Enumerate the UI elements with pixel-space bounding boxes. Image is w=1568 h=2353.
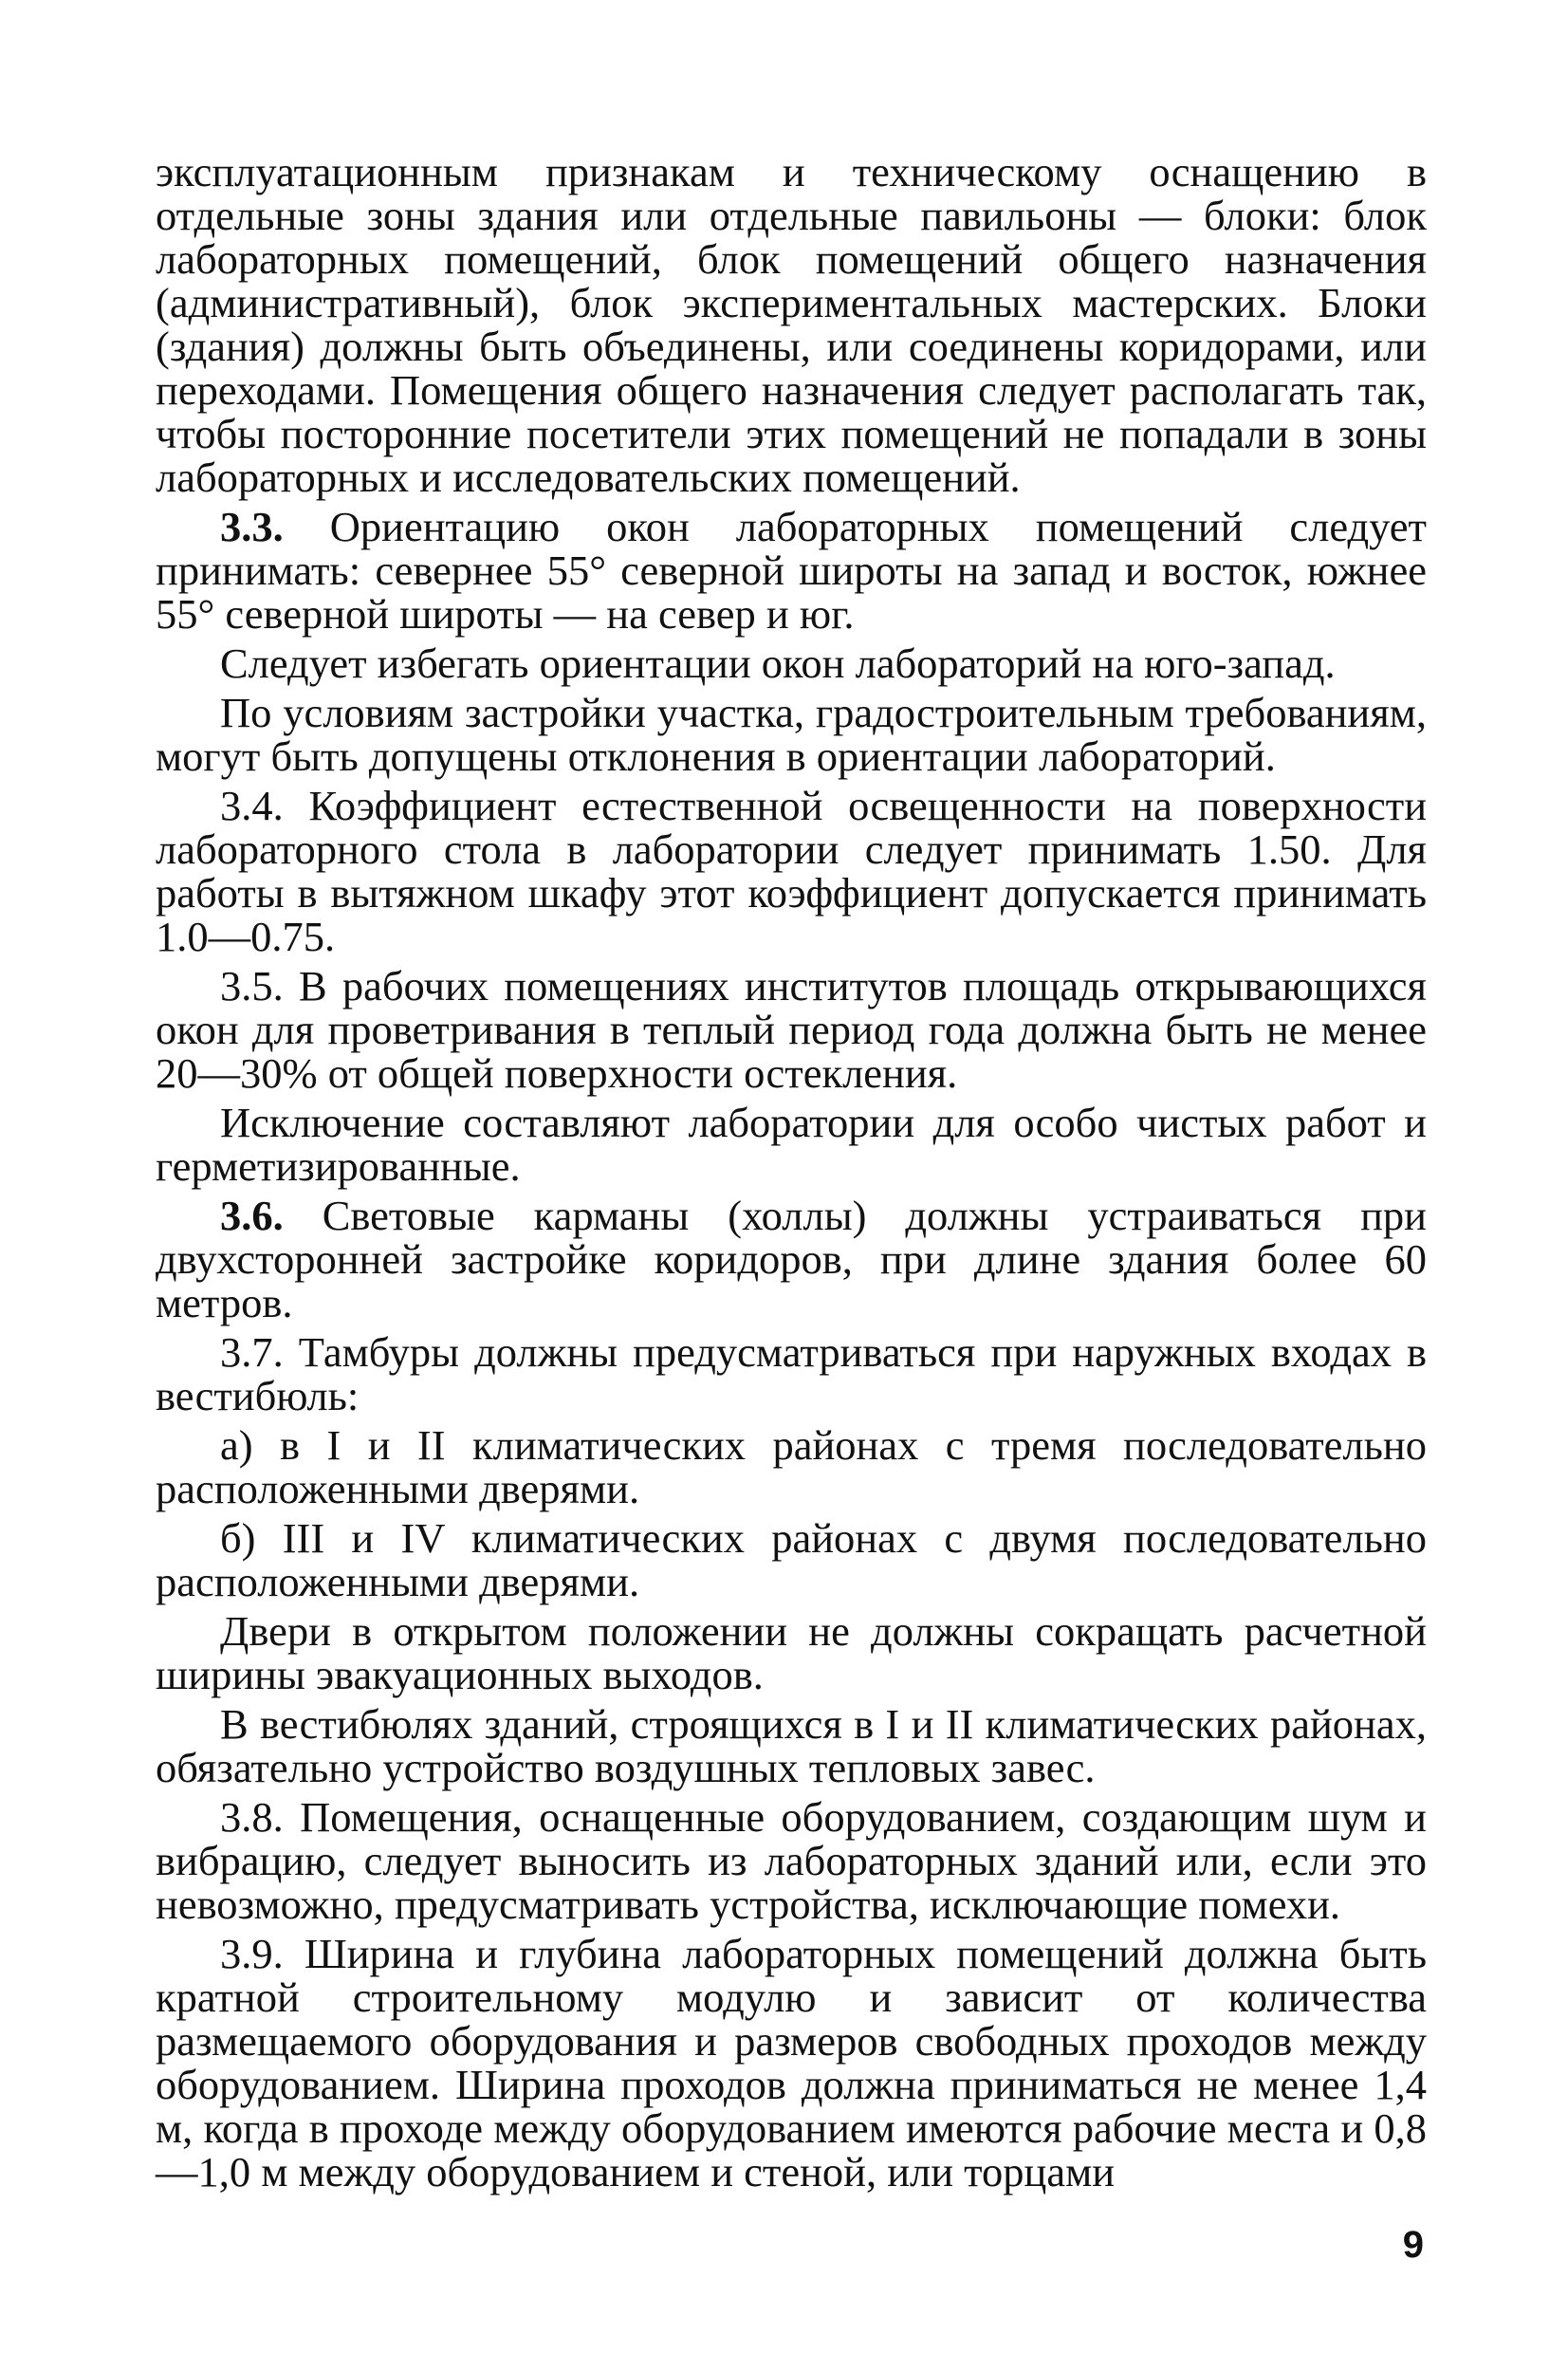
paragraph-text: Помещения, оснащенные оборудованием, создающим шум и вибрацию, следует выносить из лабораторных зданий или, если это невозможно, предусматривать устройства, исключающие помехи. xyxy=(156,1793,1428,1928)
paragraph-text: По условиям застройки участка, градостроительным требованиям, могут быть допущены отклонения в ориентации лабораторий. xyxy=(156,689,1427,780)
paragraph-exception xyxy=(156,1101,1427,1188)
paragraph-text: Следует избегать ориентации окон лабораторий на юго-запад. xyxy=(220,639,1336,687)
clause-number: 3.6. xyxy=(220,1192,284,1239)
paragraph-text: Тамбуры должны предусматриваться при наружных входах в вестибюль: xyxy=(156,1328,1428,1419)
paragraph-text: б) III и IV климатических районах с двумя последовательно расположенными дверями. xyxy=(156,1514,1427,1605)
paragraph-text: Ориентацию окон лабораторных помещений следует принимать: севернее 55° северной широты на запад и восток, южнее 55° северной широты — на север и юг. xyxy=(156,503,1428,638)
paragraph-text: эксплуатационным признакам и техническому оснащению в отдельные зоны здания или отдельные павильоны — блоки: блок лабораторных помещений, блок помещений общего назначения (административный), блок экспериментальных мастерских. Блоки (здания) должны быть объединены, или соединены коридорами, или переходами. Помещения общего назначения следует располагать так, чтобы посторонние посетители этих помещений не попадали в зоны лабораторных и исследовательских помещений. xyxy=(156,148,1427,501)
paragraph-3-7 xyxy=(156,1330,1427,1417)
paragraph-item-b xyxy=(156,1516,1427,1603)
clause-number: 3.5. xyxy=(220,962,284,1010)
clause-number: 3.8. xyxy=(220,1793,284,1841)
paragraph-orientation-deviation xyxy=(156,691,1427,778)
paragraph-doors xyxy=(156,1609,1427,1696)
paragraph-vestibule xyxy=(156,1702,1427,1789)
paragraph-text: Исключение составляют лаборатории для особо чистых работ и герметизированные. xyxy=(156,1099,1427,1190)
clause-number: 3.3. xyxy=(220,503,284,550)
paragraph-text: Световые карманы (холлы) должны устраиваться при двухсторонней застройке коридоров, при длине здания более 60 метров. xyxy=(156,1192,1428,1326)
paragraph-3-5 xyxy=(156,964,1427,1095)
paragraph-3-8 xyxy=(156,1795,1427,1926)
paragraph-text: В рабочих помещениях институтов площадь открывающихся окон для проветривания в теплый период года должна быть не менее 20—30% от общей поверхности остекления. xyxy=(156,962,1427,1097)
page-number: 9 xyxy=(1402,2224,1424,2266)
clause-number: 3.9. xyxy=(220,1930,284,1977)
paragraph-3-3 xyxy=(156,505,1427,636)
paragraph-text: а) в I и II климатических районах с тремя последовательно расположенными дверями. xyxy=(156,1421,1427,1512)
document-page xyxy=(156,150,1427,2199)
paragraph-text: Коэффициент естественной освещенности на поверхности лабораторного стола в лаборатории следует принимать 1.50. Для работы в вытяжном шкафу этот коэффициент допускается принимать 1.0—0.75. xyxy=(156,782,1428,960)
clause-number: 3.7. xyxy=(220,1328,284,1376)
clause-number: 3.4. xyxy=(220,782,284,829)
paragraph-text: В вестибюлях зданий, строящихся в I и II климатических районах, обязательно устройство воздушных тепловых завес. xyxy=(156,1700,1427,1791)
paragraph-text: Ширина и глубина лабораторных помещений должна быть кратной строительному модулю и зависит от количества размещаемого оборудования и размеров свободных проходов между оборудованием. Ширина проходов должна приниматься не менее 1,4 м, когда в проходе между оборудованием имеются рабочие места и 0,8—1,0 м между оборудованием и стеной, или торцами xyxy=(156,1930,1428,2196)
paragraph-0 xyxy=(156,150,1427,499)
paragraph-orientation-sw xyxy=(156,641,1427,685)
paragraph-text: Двери в открытом положении не должны сокращать расчетной ширины эвакуационных выходов. xyxy=(156,1607,1427,1698)
paragraph-3-6 xyxy=(156,1194,1427,1325)
paragraph-3-4 xyxy=(156,784,1427,958)
paragraph-item-a xyxy=(156,1423,1427,1510)
paragraph-3-9 xyxy=(156,1932,1427,2194)
